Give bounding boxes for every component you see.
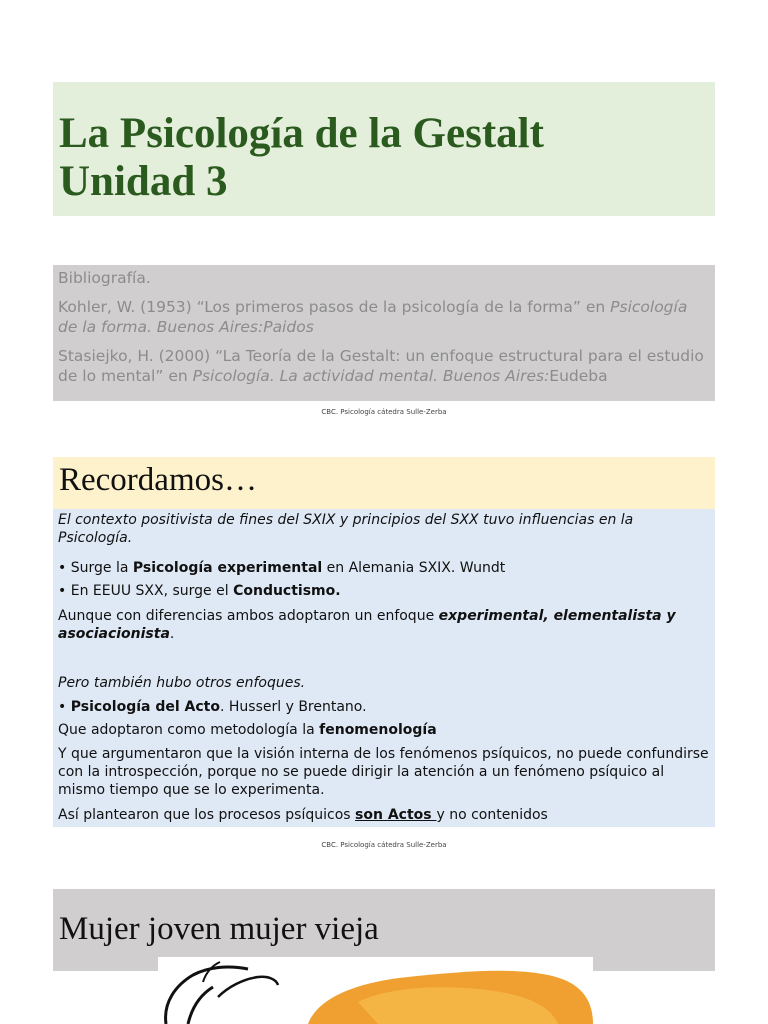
ink-line xyxy=(188,987,213,1024)
bullet-text: Surge la xyxy=(70,560,133,576)
title-line-2: Unidad 3 xyxy=(59,158,228,205)
bullet-bold: Conductismo. xyxy=(233,583,341,599)
bullet-psicologia-experimental: • Surge la Psicología experimental en Alemania SXIX. Wundt xyxy=(58,560,506,576)
bullet-text: En EEUU SXX, surge el xyxy=(70,583,234,599)
bullet-text: . Husserl y Brentano. xyxy=(219,699,367,715)
recordamos-title: Recordamos… xyxy=(59,462,257,498)
ref-stasiejko-book: Psicología. La actividad mental. Buenos Aires: xyxy=(192,367,550,385)
actos-plain: Así plantearon que los procesos psíquicos xyxy=(58,807,356,823)
bullet-text: en Alemania SXIX. Wundt xyxy=(322,560,506,576)
metodologia-bold: fenomenología xyxy=(319,722,437,738)
intro-text: El contexto positivista de fines del SXIX y principios del SXX tuvo influencias en la Psicología. xyxy=(58,512,634,546)
metodologia-text xyxy=(58,721,709,739)
enfoque-text xyxy=(58,607,709,643)
bullet-bold: Psicología del Acto xyxy=(70,699,220,715)
bibliography-heading: Bibliografía. xyxy=(58,269,151,287)
vision-text: Y que argumentaron que la visión interna de los fenómenos psíquicos, no puede confundirse con la introspección, porque no se puede dirigir la atención a un fenómeno psíquico al mismo tiempo que se lo experimenta. xyxy=(58,746,709,798)
bullet-psicologia-acto: • Psicología del Acto. Husserl y Brentano. xyxy=(58,699,367,715)
bibliography-ref-stasiejko xyxy=(58,346,711,386)
otros-enfoques-text: Pero también hubo otros enfoques. xyxy=(58,675,306,691)
mujer-title: Mujer joven mujer vieja xyxy=(59,911,379,947)
ref-stasiejko-publisher: Eudeba xyxy=(549,367,608,385)
actos-bold: son Actos xyxy=(355,807,437,823)
actos-text xyxy=(58,806,709,824)
illusion-drawing xyxy=(158,957,593,1024)
bullet-bold: Psicología experimental xyxy=(132,560,323,576)
ref-kohler-text: Kohler, W. (1953) “Los primeros pasos de la psicología de la forma” en xyxy=(58,298,611,316)
ref-stasiejko-text: Stasiejko, H. (2000) “La Teoría de la Gestalt: un enfoque estructural para el estudio de lo mental” en xyxy=(58,347,704,385)
bibliography-ref-kohler xyxy=(58,297,711,337)
actos-end: y no contenidos xyxy=(436,807,548,823)
ref-kohler-book: Psicología de la forma. Buenos Aires:Paidos xyxy=(58,298,688,336)
enfoque-bold: experimental, elementalista y asociacionista xyxy=(58,608,676,642)
enfoque-end: . xyxy=(169,626,175,642)
metodologia-plain: Que adoptaron como metodología la xyxy=(58,722,320,738)
recordamos-body xyxy=(53,509,715,827)
title-line-1: La Psicología de la Gestalt xyxy=(59,110,544,157)
recordamos-header xyxy=(53,457,715,509)
slide-title xyxy=(59,110,544,206)
bullet-conductismo: • En EEUU SXX, surge el Conductismo. xyxy=(58,583,341,599)
slide-footer: CBC. Psicología cátedra Sulle-Zerba xyxy=(321,841,447,849)
illusion-image xyxy=(158,957,593,1024)
ink-line xyxy=(166,967,248,1024)
title-slide xyxy=(53,82,715,216)
enfoque-plain: Aunque con diferencias ambos adoptaron un enfoque xyxy=(58,608,439,624)
slide-footer: CBC. Psicología cátedra Sulle-Zerba xyxy=(321,408,447,416)
ink-line xyxy=(203,962,220,982)
bibliography-slide xyxy=(53,265,715,401)
ink-line xyxy=(218,977,278,997)
